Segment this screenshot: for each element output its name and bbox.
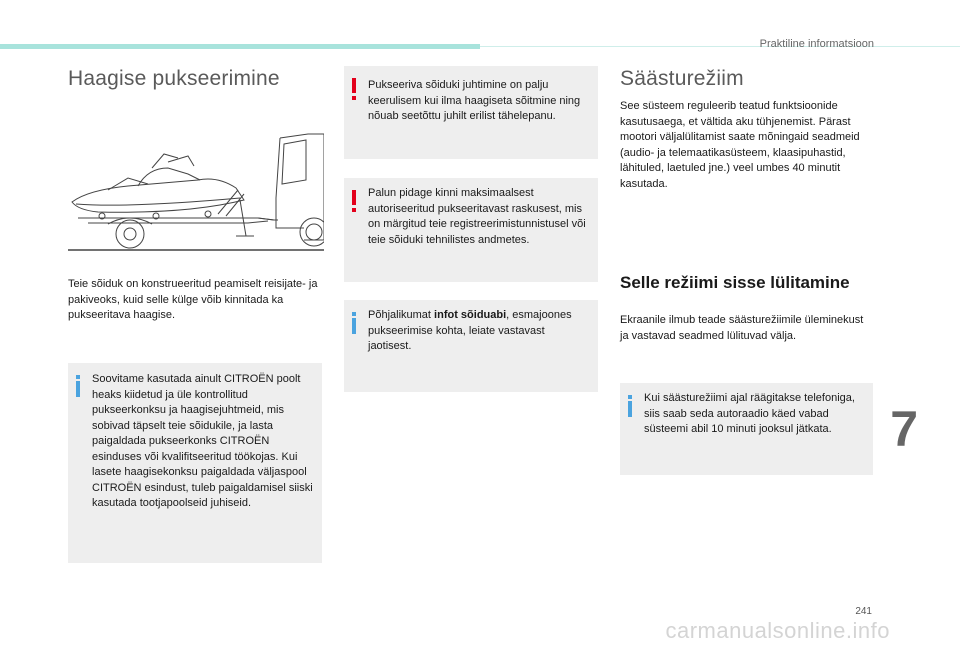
bold-term: infot sõiduabi [434, 309, 507, 321]
warning-box-weight [344, 178, 598, 282]
trailer-jetski-illustration [68, 128, 324, 253]
info-box-assistance [344, 300, 598, 392]
page-number: 241 [855, 606, 872, 617]
info-box-phone-text: Kui säästurežiimi ajal räägitakse telefoniga, siis saab seda autoraadio käed vabad süsteemi abil 10 minuti jooksul jätkata. [644, 392, 855, 435]
info-icon [76, 375, 80, 397]
towing-intro-paragraph: Teie sõiduk on konstrueeritud peamiselt reisijate- ja pakiveoks, kuid selle külge võib kinnitada ka pukseeritava haagise. [68, 278, 318, 321]
chapter-number: 7 [890, 401, 918, 457]
info-box-towbar [68, 363, 322, 563]
warning-box-driving-text: Pukseeriva sõiduki juhtimine on palju keerulisem kui ilma haagiseta sõitmine ning nõuab seetõttu juhilt erilist tähelepanu. [368, 79, 581, 122]
section-title-towing: Haagise pukseerimine [68, 67, 280, 90]
warning-icon [352, 190, 356, 212]
switching-paragraph: Ekraanile ilmub teade säästurežiimile üleminekust ja vastavad seadmed lülituvad välja. [620, 314, 864, 342]
watermark: carmanualsonline.info [665, 618, 890, 643]
warning-icon [352, 78, 356, 100]
header-accent-bar [0, 44, 480, 49]
subsection-title-switching: Selle režiimi sisse lülitamine [620, 273, 850, 292]
info-box-phone [620, 383, 873, 475]
info-icon [352, 312, 356, 334]
header-rule [480, 46, 960, 47]
section-title-economy-mode: Säästurežiim [620, 67, 744, 90]
info-icon [628, 395, 632, 417]
economy-mode-paragraph: See süsteem reguleerib teatud funktsioonide kasutusaega, et vältida aku tühjenemist. Pärast mootori väljalülitamist saate mõningaid seadmeid (audio- ja telemaatikasüsteem, klaasipuhastid, lähituled, laetuled jne.) veel umbes 40 minutit kasutada. [620, 100, 860, 190]
warning-box-driving [344, 66, 598, 159]
warning-box-weight-text: Palun pidage kinni maksimaalsest autoriseeritud pukseeritavast raskusest, mis on märgitud teie registreerimistunnistusel või teie sõiduki tehnilistes andmetes. [368, 187, 586, 246]
running-header: Praktiline informatsioon [759, 38, 874, 50]
info-box-towbar-text: Soovitame kasutada ainult CITROËN poolt heaks kiidetud ja üle kontrollitud pukseerkonksu ja haagisejuhtmeid, mis sobivad täpselt teie sõidukile, ja lasta paigaldada pukseerkonks CITROËN esinduses või kvalifitseeritud töökojas. Kui lasete haagisekonksu paigaldada väljaspool CITROËN esindust, tuleb paigaldamisel siiski kasutada tootjapoolseid juhiseid. [92, 373, 313, 509]
info-box-assistance-text: Põhjalikumat infot sõiduabi, esmajoones pukseerimise kohta, leiate vastavast jaotisest. [368, 309, 572, 352]
